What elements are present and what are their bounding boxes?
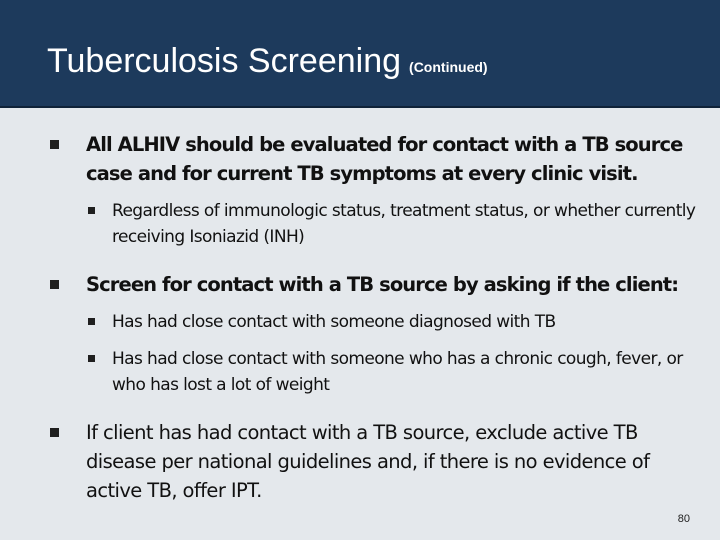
title-subtitle: (Continued) (409, 59, 488, 75)
sub-bullet-text: Regardless of immunologic status, treatment status, or whether currently receiving Isoniazid (INH) (112, 201, 696, 247)
square-bullet-icon (50, 428, 59, 437)
slide-body (0, 108, 720, 540)
bullet-text: If client has had contact with a TB source, exclude active TB disease per national guidelines and, if there is no evidence of active TB, offer IPT. (86, 421, 650, 502)
slide-header (0, 0, 720, 108)
square-bullet-icon (88, 355, 95, 362)
sub-bullet-text: Has had close contact with someone diagnosed with TB (112, 312, 556, 332)
title-text: Tuberculosis Screening (47, 42, 402, 80)
slide-title (47, 44, 488, 78)
page-number: 80 (677, 513, 690, 525)
square-bullet-icon (88, 207, 95, 214)
square-bullet-icon (50, 140, 59, 149)
bullet-text: Screen for contact with a TB source by asking if the client: (86, 273, 679, 296)
square-bullet-icon (50, 280, 59, 289)
bullet-text: All ALHIV should be evaluated for contact with a TB source case and for current TB symptoms at every clinic visit. (86, 133, 683, 185)
sub-bullet-text: Has had close contact with someone who has a chronic cough, fever, or who has lost a lot of weight (112, 349, 683, 395)
square-bullet-icon (88, 318, 95, 325)
